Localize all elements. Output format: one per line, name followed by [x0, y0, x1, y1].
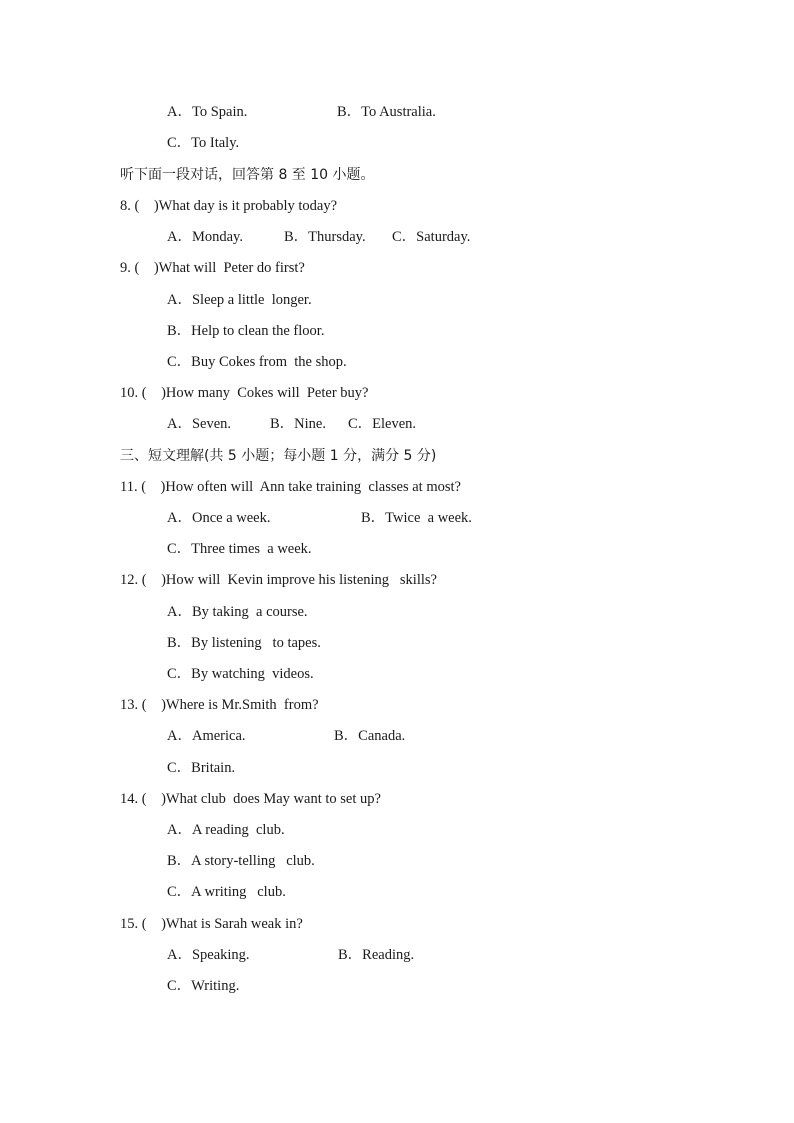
answer-option: A．To Spain. [167, 104, 248, 120]
answer-option: B．Twice a week. [361, 510, 472, 526]
answer-option: B．By listening to tapes. [167, 635, 321, 651]
question-text: 11. ( )How often will Ann take training classes at most? [120, 479, 461, 495]
answer-option: C．Britain. [167, 760, 236, 776]
answer-option: B．Nine. [270, 416, 326, 432]
answer-option: A．Once a week. [167, 510, 271, 526]
answer-option: B．Reading. [338, 947, 415, 963]
answer-option: C．Saturday. [392, 229, 471, 245]
answer-option: B．Help to clean the floor. [167, 323, 325, 339]
question-text: 14. ( )What club does May want to set up? [120, 791, 381, 807]
question-text: 12. ( )How will Kevin improve his listening skills? [120, 572, 437, 588]
answer-option: B．To Australia. [337, 104, 436, 120]
answer-option: A．Speaking. [167, 947, 250, 963]
answer-option: B．Thursday. [284, 229, 366, 245]
question-text: 8. ( )What day is it probably today? [120, 198, 338, 214]
answer-option: C．A writing club. [167, 884, 286, 900]
answer-option: C．Three times a week. [167, 541, 312, 557]
answer-option: C．By watching videos. [167, 666, 314, 682]
answer-option: A．Seven. [167, 416, 232, 432]
answer-option: A．Sleep a little longer. [167, 292, 312, 308]
question-text: 10. ( )How many Cokes will Peter buy? [120, 385, 369, 401]
question-text: 15. ( )What is Sarah weak in? [120, 916, 303, 932]
answer-option: C．Eleven. [348, 416, 417, 432]
question-text: 9. ( )What will Peter do first? [120, 260, 305, 276]
answer-option: A．A reading club. [167, 822, 285, 838]
answer-option: A．By taking a course. [167, 604, 308, 620]
answer-option: B．A story-telling club. [167, 853, 315, 869]
answer-option: C．Buy Cokes from the shop. [167, 354, 347, 370]
section-heading: 三、短文理解(共 5 小题；每小题 1 分，满分 5 分) [120, 448, 437, 464]
answer-option: A．America. [167, 728, 246, 744]
answer-option: C．Writing. [167, 978, 240, 994]
answer-option: A．Monday. [167, 229, 243, 245]
question-text: 13. ( )Where is Mr.Smith from? [120, 697, 319, 713]
answer-option: C．To Italy. [167, 135, 240, 151]
section-heading: 听下面一段对话，回答第 8 至 10 小题。 [120, 167, 375, 183]
answer-option: B．Canada. [334, 728, 406, 744]
